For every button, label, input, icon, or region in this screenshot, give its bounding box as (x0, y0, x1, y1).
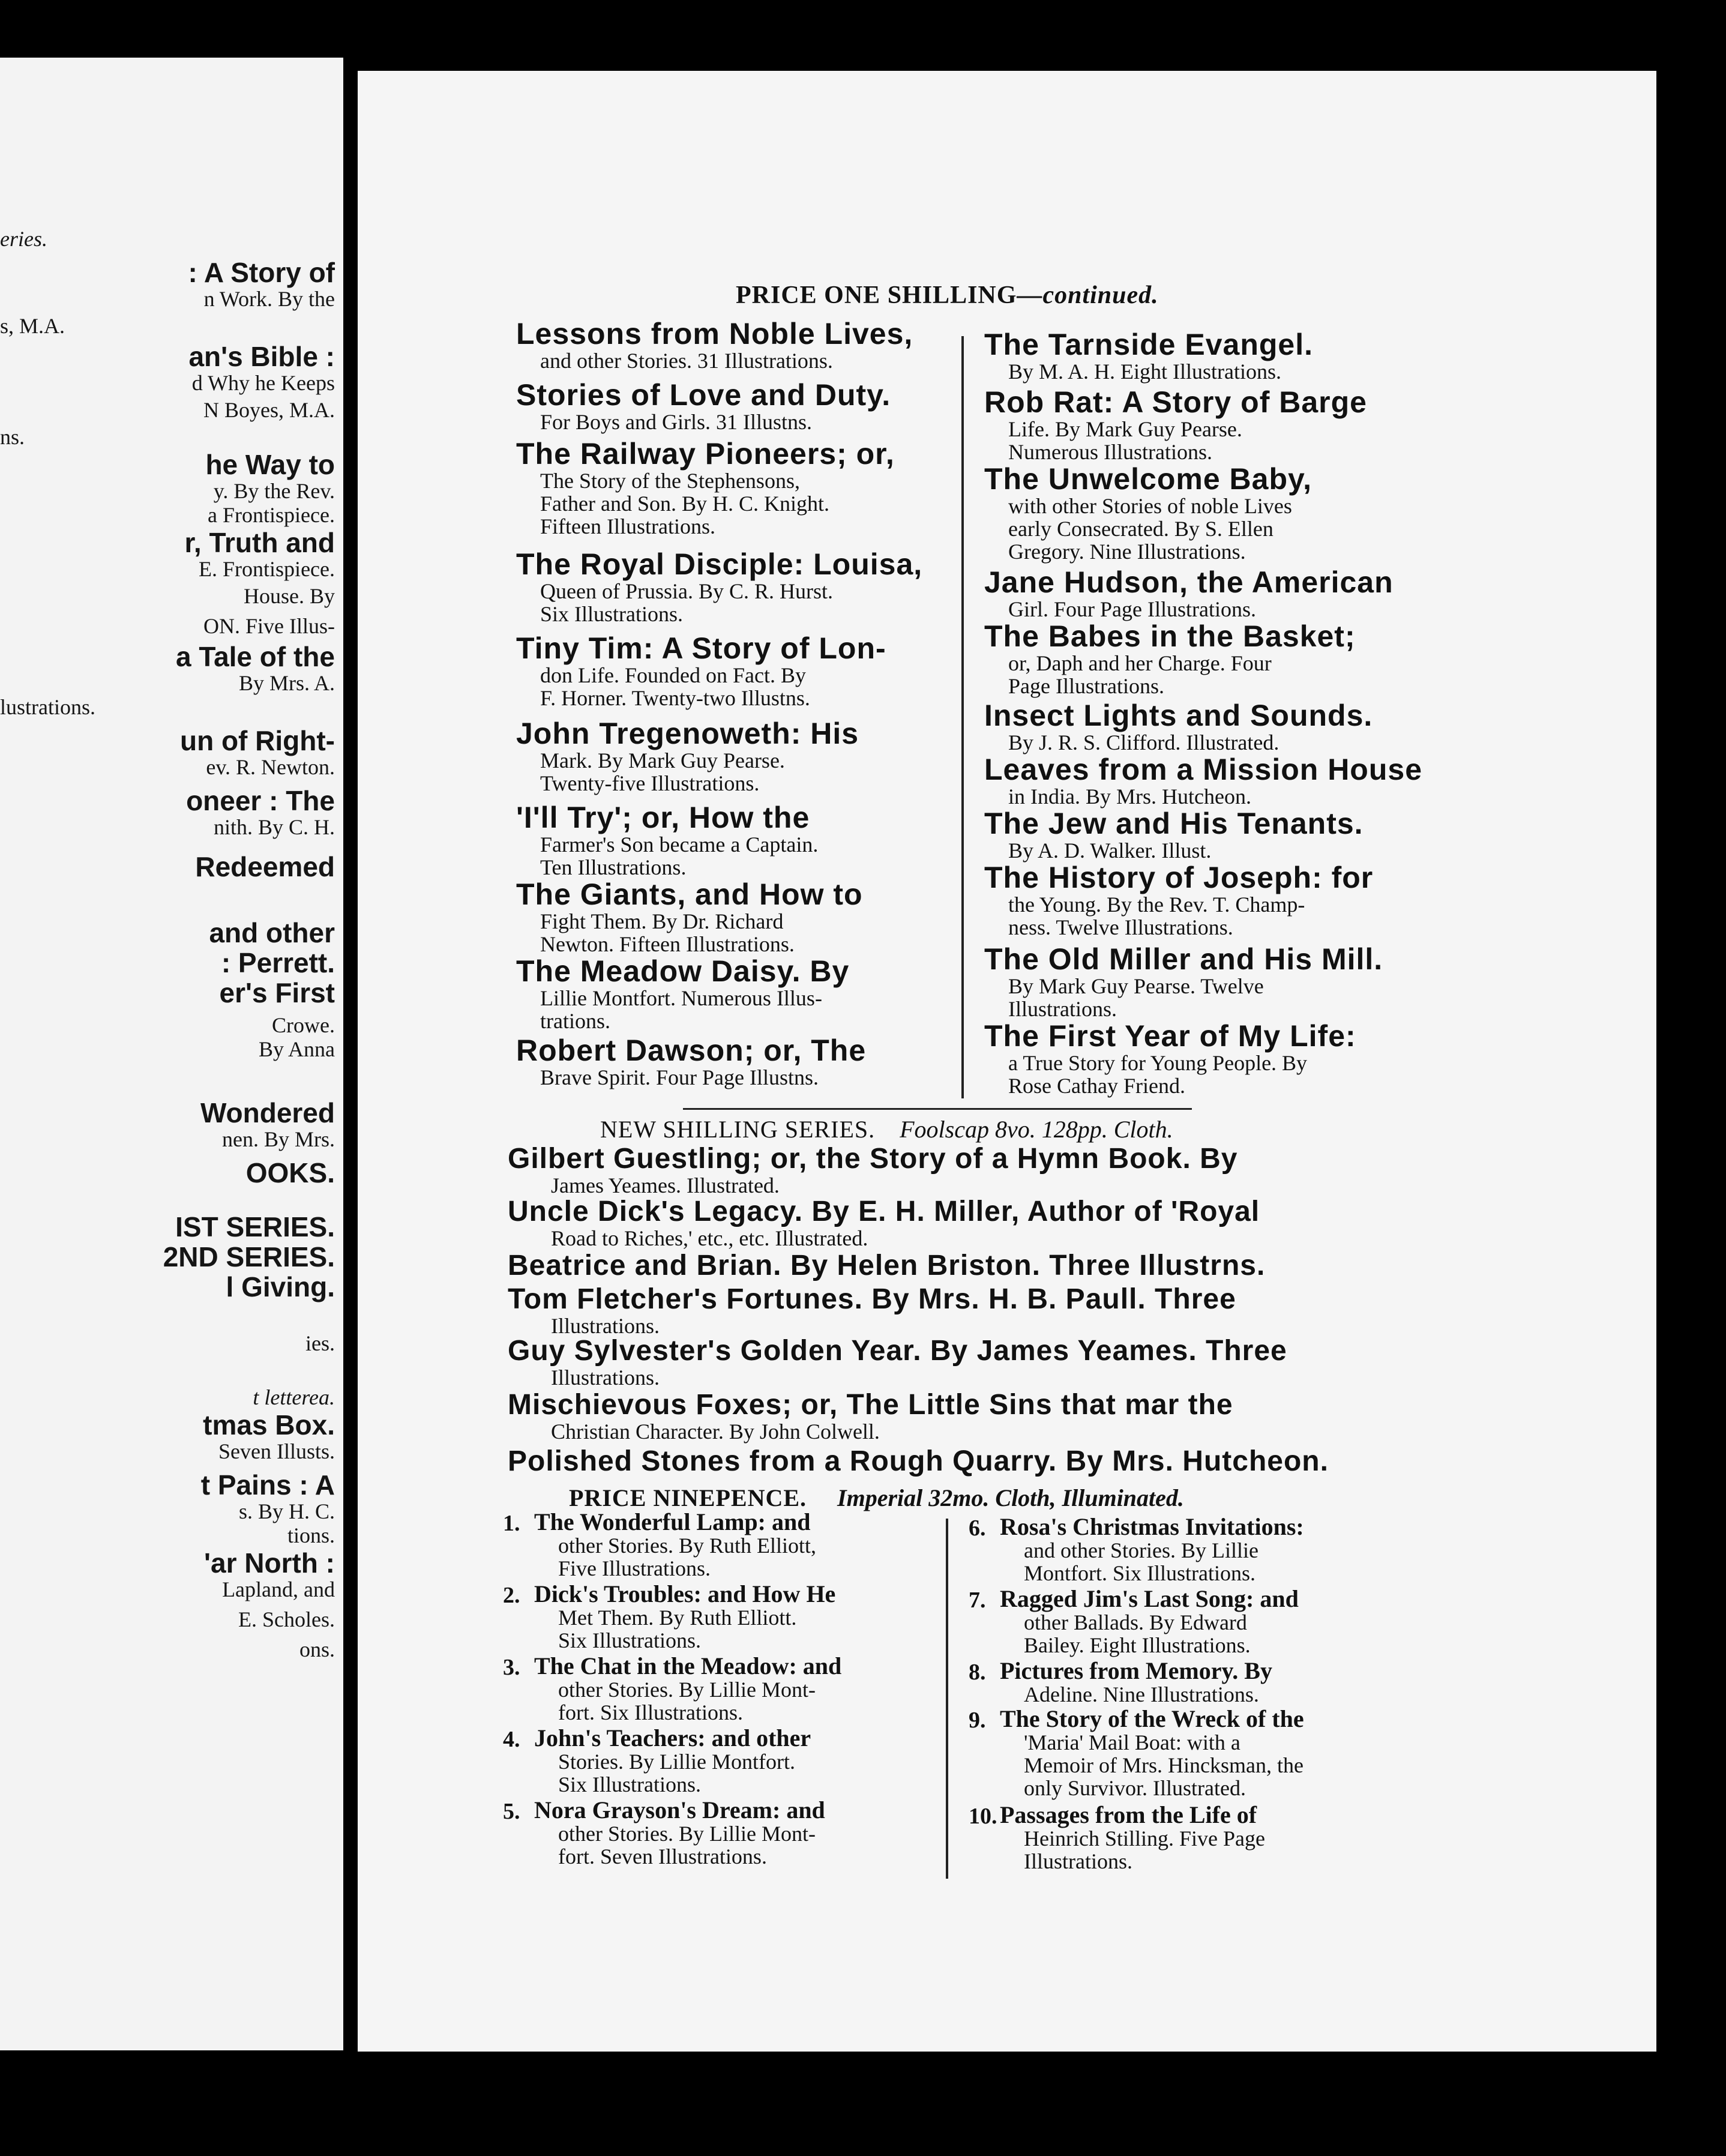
book-title: Leaves from a Mission House (984, 753, 1423, 786)
ninepence-detail: Montfort. Six Illustrations. (1024, 1561, 1255, 1585)
facing-page-text: Redeemed (195, 851, 335, 882)
book-entry (516, 318, 913, 372)
column-divider (961, 336, 964, 1098)
book-detail: Page Illustrations. (1008, 674, 1164, 698)
book-detail: don Life. Founded on Fact. By (540, 663, 806, 687)
book-entry (984, 700, 1373, 754)
ninepence-entry (503, 1510, 816, 1580)
facing-page-text: Seven Illusts. (218, 1439, 335, 1463)
page-gutter (343, 58, 358, 2050)
ninepence-detail: Heinrich Stilling. Five Page (1024, 1826, 1265, 1850)
ninepence-detail: Met Them. By Ruth Elliott. (558, 1606, 797, 1630)
book-entry (984, 1020, 1356, 1097)
book-title: The Tarnside Evangel. (984, 328, 1314, 361)
ninepence-entry (969, 1659, 1272, 1706)
entry-number: 3. (503, 1655, 520, 1680)
facing-page-text: Lapland, and (222, 1577, 335, 1601)
book-detail: Twenty-five Illustrations. (540, 771, 760, 795)
entry-number: 5. (503, 1799, 520, 1824)
facing-page-text: s, M.A. (0, 314, 65, 338)
book-title: The Royal Disciple: Louisa, (516, 547, 923, 581)
facing-page-text: un of Right- (179, 725, 335, 756)
ninepence-detail: other Stories. By Lillie Mont- (558, 1678, 816, 1702)
facing-page-text: n Work. By the (203, 287, 335, 311)
ninepence-title: Dick's Troubles: and How He (534, 1580, 836, 1607)
facing-page-text: By Anna (258, 1037, 335, 1061)
book-detail: in India. By Mrs. Hutcheon. (1008, 784, 1251, 808)
book-entry (984, 754, 1422, 808)
book-detail: or, Daph and her Charge. Four (1008, 651, 1272, 675)
facing-page-text: ev. R. Newton. (206, 755, 335, 779)
new-series-entry (508, 1251, 1265, 1281)
facing-page-text: tions. (287, 1523, 335, 1547)
facing-page-text: tmas Box. (203, 1409, 335, 1441)
book-detail: Life. By Mark Guy Pearse. (1008, 417, 1242, 441)
new-series-title-line: Uncle Dick's Legacy. By E. H. Miller, Author of 'Royal (508, 1196, 1260, 1227)
facing-page-text: t Pains : A (200, 1469, 335, 1501)
book-entry (984, 944, 1383, 1020)
ninepence-detail: Adeline. Nine Illustrations. (1024, 1682, 1259, 1706)
facing-page-text: he Way to (205, 449, 335, 480)
facing-page-text: d Why he Keeps (191, 371, 335, 395)
book-entry (984, 621, 1356, 697)
facing-page-text: ns. (0, 425, 25, 449)
ninepence-detail: other Stories. By Lillie Mont- (558, 1822, 816, 1846)
facing-page-text: er's First (219, 977, 335, 1008)
book-detail: By A. D. Walker. Illust. (1008, 839, 1212, 863)
book-entry (984, 387, 1367, 463)
ninepence-detail: other Stories. By Ruth Elliott, (558, 1534, 816, 1558)
facing-page-text: r, Truth and (184, 527, 335, 558)
facing-page-text: and other (209, 917, 335, 948)
book-detail: and other Stories. 31 Illustrations. (540, 349, 833, 373)
facing-page-text: 2ND SERIES. (163, 1241, 335, 1272)
ninepence-detail: Memoir of Mrs. Hincksman, the (1024, 1753, 1304, 1777)
facing-page-text: a Tale of the (176, 641, 335, 672)
new-series-title-line: Tom Fletcher's Fortunes. By Mrs. H. B. Paull. Three (508, 1283, 1236, 1315)
facing-page-text: E. Frontispiece. (199, 557, 335, 581)
book-title: 'I'll Try'; or, How the (516, 801, 810, 834)
book-detail: Queen of Prussia. By C. R. Hurst. (540, 579, 833, 603)
new-series-title-line: Gilbert Guestling; or, the Story of a Hymn Book. By (508, 1143, 1238, 1175)
new-series-title-line: Guy Sylvester's Golden Year. By James Yeames. Three (508, 1335, 1287, 1367)
entry-number: 7. (969, 1588, 986, 1613)
book-entry (516, 718, 859, 795)
ninepence-entry (503, 1582, 835, 1652)
book-detail: The Story of the Stephensons, (540, 469, 800, 493)
facing-page-text: By Mrs. A. (238, 671, 335, 695)
facing-page-text: N Boyes, M.A. (203, 398, 335, 422)
entry-number: 9. (969, 1708, 986, 1733)
book-detail: For Boys and Girls. 31 Illustns. (540, 410, 813, 434)
ninepence-heading (569, 1484, 1184, 1512)
new-series-entry (508, 1336, 1287, 1389)
new-series-title-line: Beatrice and Brian. By Helen Briston. Three Illustrns. (508, 1250, 1266, 1281)
book-detail: By M. A. H. Eight Illustrations. (1008, 360, 1282, 384)
new-series-detail: Christian Character. By John Colwell. (551, 1420, 880, 1444)
book-detail: Fight Them. By Dr. Richard (540, 909, 784, 933)
ninepence-entry (969, 1515, 1304, 1585)
book-detail: By J. R. S. Clifford. Illustrated. (1008, 730, 1279, 754)
new-series-detail: Road to Riches,' etc., etc. Illustrated. (551, 1226, 868, 1250)
book-detail: Girl. Four Page Illustrations. (1008, 597, 1256, 621)
facing-page-text: ons. (299, 1637, 335, 1661)
book-entry (984, 567, 1394, 621)
entry-number: 8. (969, 1660, 986, 1685)
new-series-title: NEW SHILLING SERIES. (600, 1116, 876, 1143)
ninepence-title: PRICE NINEPENCE. (569, 1484, 807, 1511)
new-series-detail: Illustrations. (551, 1366, 660, 1390)
entry-number: 10. (969, 1804, 997, 1829)
book-entry (516, 549, 922, 625)
ninepence-detail: Stories. By Lillie Montfort. (558, 1750, 795, 1774)
ninepence-detail: and other Stories. By Lillie (1024, 1538, 1258, 1562)
facing-page-text: 'ar North : (204, 1547, 335, 1579)
facing-page-text: an's Bible : (188, 341, 335, 372)
facing-page-text: nith. By C. H. (213, 815, 335, 839)
ninepence-entry (503, 1798, 825, 1868)
ninepence-entry (969, 1587, 1299, 1657)
facing-page-text: Wondered (200, 1097, 335, 1128)
facing-page-text: IST SERIES. (175, 1211, 335, 1242)
heading-suffix: —continued. (1017, 282, 1159, 309)
book-title: Jane Hudson, the American (984, 565, 1394, 599)
book-detail: Father and Son. By H. C. Knight. (540, 492, 829, 516)
facing-page-text: Crowe. (272, 1013, 335, 1037)
book-title: Tiny Tim: A Story of Lon- (516, 631, 886, 665)
facing-page-text: : Perrett. (221, 947, 335, 978)
book-detail: Mark. By Mark Guy Pearse. (540, 748, 785, 772)
facing-page-text: : A Story of (188, 257, 335, 288)
entry-number: 1. (503, 1511, 520, 1536)
book-entry (984, 463, 1312, 563)
ninepence-detail: 'Maria' Mail Boat: with a (1024, 1730, 1240, 1754)
book-title: The Old Miller and His Mill. (984, 942, 1383, 976)
book-detail: early Consecrated. By S. Ellen (1008, 517, 1273, 541)
new-series-entry (508, 1390, 1233, 1443)
book-entry (516, 802, 818, 879)
ninepence-detail: Five Illustrations. (558, 1556, 711, 1580)
entry-number: 2. (503, 1583, 520, 1608)
book-detail: Farmer's Son became a Captain. (540, 833, 819, 857)
facing-page-text: ies. (305, 1331, 335, 1355)
ninepence-title: Passages from the Life of (1000, 1801, 1257, 1828)
facing-page-text: E. Scholes. (238, 1607, 335, 1631)
book-detail: trations. (540, 1009, 610, 1033)
facing-page-text: s. By H. C. (238, 1499, 335, 1523)
book-title: The Jew and His Tenants. (984, 807, 1364, 840)
book-title: The Railway Pioneers; or, (516, 437, 895, 471)
book-detail: ness. Twelve Illustrations. (1008, 915, 1233, 939)
ninepence-title: Nora Grayson's Dream: and (534, 1796, 825, 1823)
book-title: Rob Rat: A Story of Barge (984, 385, 1367, 419)
entry-number: 6. (969, 1516, 986, 1541)
ninepence-detail: fort. Seven Illustrations. (558, 1844, 767, 1868)
new-series-title-line: Mischievous Foxes; or, The Little Sins that mar the (508, 1389, 1233, 1421)
book-entry (516, 379, 891, 433)
book-entry (516, 1035, 866, 1089)
book-entry (516, 438, 895, 538)
section-divider (683, 1108, 1192, 1110)
heading-title: PRICE ONE SHILLING (736, 282, 1017, 309)
book-entry (984, 808, 1364, 862)
new-series-entry (508, 1197, 1260, 1250)
facing-page-fragment (0, 58, 343, 2050)
ninepence-title: Ragged Jim's Last Song: and (1000, 1585, 1299, 1612)
book-detail: Numerous Illustrations. (1008, 440, 1212, 464)
ninepence-entry (969, 1803, 1265, 1873)
new-series-entry (508, 1447, 1329, 1477)
facing-page-text: lustrations. (0, 695, 95, 719)
ninepence-format: Imperial 32mo. Cloth, Illuminated. (837, 1484, 1184, 1511)
facing-page-text: y. By the Rev. (213, 479, 335, 503)
new-series-heading (600, 1115, 1173, 1143)
ninepence-title: John's Teachers: and other (534, 1724, 811, 1751)
ninepence-entry (969, 1707, 1304, 1799)
ninepence-detail: Bailey. Eight Illustrations. (1024, 1633, 1251, 1657)
facing-page-text: a Frontispiece. (208, 503, 335, 527)
ninepence-title: The Wonderful Lamp: and (534, 1508, 811, 1535)
book-detail: Rose Cathay Friend. (1008, 1074, 1185, 1098)
entry-number: 4. (503, 1727, 520, 1752)
ninepence-detail: Six Illustrations. (558, 1772, 702, 1796)
page-heading (736, 281, 1159, 310)
ninepence-title: Pictures from Memory. By (1000, 1657, 1272, 1684)
book-detail: Newton. Fifteen Illustrations. (540, 932, 795, 956)
facing-page-text: oneer : The (186, 785, 335, 816)
book-entry (516, 956, 849, 1032)
book-title: John Tregenoweth: His (516, 717, 859, 750)
ninepence-detail: Illustrations. (1024, 1849, 1132, 1873)
book-title: The Unwelcome Baby, (984, 462, 1312, 496)
book-detail: Six Illustrations. (540, 602, 684, 626)
ninepence-title: Rosa's Christmas Invitations: (1000, 1513, 1304, 1540)
book-title: Lessons from Noble Lives, (516, 317, 913, 351)
book-title: The History of Joseph: for (984, 861, 1374, 894)
new-series-detail: Illustrations. (551, 1314, 660, 1338)
new-series-entry (508, 1284, 1236, 1337)
new-series-detail: James Yeames. Illustrated. (551, 1173, 780, 1197)
ninepence-entry (503, 1726, 811, 1796)
facing-page-text: ON. Five Illus- (203, 614, 335, 638)
book-title: The First Year of My Life: (984, 1019, 1356, 1053)
ninepence-title: The Chat in the Meadow: and (534, 1652, 842, 1679)
book-title: The Babes in the Basket; (984, 619, 1356, 653)
facing-page-text: OOKS. (245, 1157, 335, 1188)
book-detail: Lillie Montfort. Numerous Illus- (540, 986, 822, 1010)
book-detail: F. Horner. Twenty-two Illustns. (540, 686, 810, 710)
book-detail: Fifteen Illustrations. (540, 514, 715, 538)
book-title: The Giants, and How to (516, 878, 863, 911)
ninepence-column-divider (946, 1519, 948, 1879)
ninepence-detail: Six Illustrations. (558, 1628, 702, 1652)
new-series-title-line: Polished Stones from a Rough Quarry. By Mrs. Hutcheon. (508, 1445, 1329, 1477)
book-detail: Illustrations. (1008, 997, 1117, 1021)
book-detail: Ten Illustrations. (540, 855, 687, 879)
ninepence-entry (503, 1654, 841, 1724)
book-detail: By Mark Guy Pearse. Twelve (1008, 974, 1264, 998)
book-title: Insect Lights and Sounds. (984, 699, 1373, 732)
facing-page-text: l Giving. (226, 1271, 335, 1302)
new-series-format: Foolscap 8vo. 128pp. Cloth. (900, 1116, 1173, 1143)
ninepence-detail: only Survivor. Illustrated. (1024, 1776, 1246, 1800)
book-entry (516, 633, 886, 709)
book-title: Robert Dawson; or, The (516, 1034, 867, 1067)
book-detail: the Young. By the Rev. T. Champ- (1008, 893, 1305, 917)
ninepence-detail: fort. Six Illustrations. (558, 1700, 743, 1724)
facing-page-text: eries. (0, 227, 47, 251)
book-entry (984, 329, 1313, 383)
new-series-entry (508, 1144, 1237, 1197)
facing-page-text: t letterea. (253, 1385, 335, 1409)
book-detail: Gregory. Nine Illustrations. (1008, 540, 1246, 564)
book-title: Stories of Love and Duty. (516, 378, 891, 412)
book-title: The Meadow Daisy. By (516, 954, 850, 988)
book-entry (984, 862, 1373, 939)
book-detail: a True Story for Young People. By (1008, 1051, 1308, 1075)
facing-page-text: House. By (244, 584, 335, 608)
facing-page-text: nen. By Mrs. (222, 1127, 335, 1151)
book-detail: with other Stories of noble Lives (1008, 494, 1292, 518)
ninepence-detail: other Ballads. By Edward (1024, 1610, 1247, 1634)
book-detail: Brave Spirit. Four Page Illustns. (540, 1065, 819, 1089)
ninepence-title: The Story of the Wreck of the (1000, 1705, 1304, 1732)
book-entry (516, 879, 863, 956)
